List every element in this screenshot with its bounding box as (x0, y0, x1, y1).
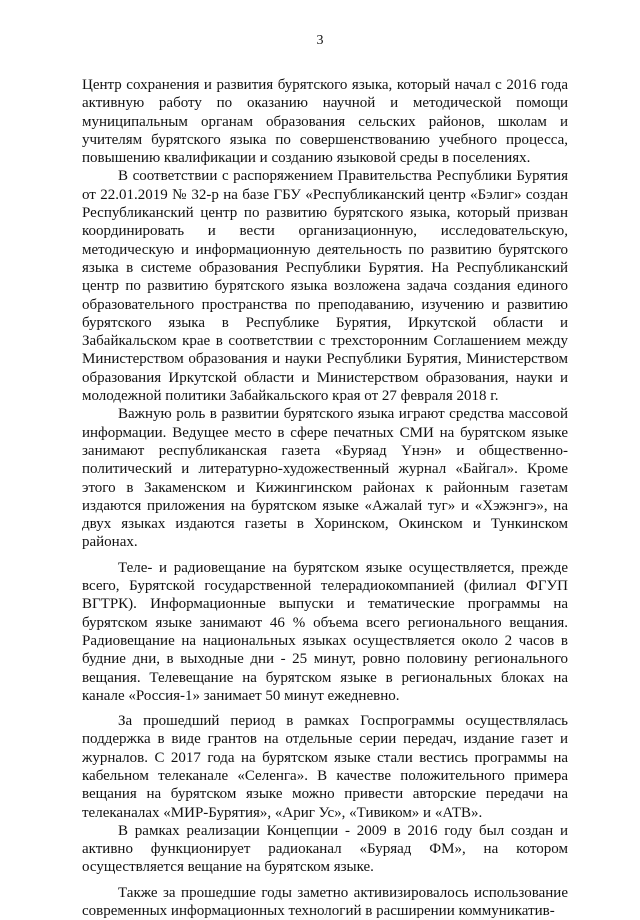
paragraph-language-center: Центр сохранения и развития бурятского языка, который начал с 2016 года активную работу по оказанию научной и методической помощи муниципальным органам образования сельских районов, школам и учителям бурятского языка по совершенствованию учебного процесса, повышению квалификации и созданию языковой среды в поселениях. (82, 77, 568, 167)
paragraph-republican-center: В соответствии с распоряжением Правительства Республики Бурятия от 22.01.2019 № 32-р на базе ГБУ «Республиканский центр «Бэлиг» создан Республиканский центр по развитию бурятского языка, который призван координировать и вести организационную, исследовательскую, методическую и информационную деятельность по развитию бурятского языка в системе образования Республики Бурятия. На Республиканский центр по развитию бурятского языка возложена задача создания единого образовательного пространства по преподаванию, изучению и развитию бурятского языка в Республике Бурятия, Иркутской области и Забайкальском крае в соответствии с трехсторонним Соглашением между Министерством образования и науки Республики Бурятия, Министерством образования Иркутской области и Министерством образования, науки и молодежной политики Забайкальского края от 27 февраля 2018 г. (82, 168, 568, 405)
document-body (82, 76, 568, 920)
paragraph-state-program: За прошедший период в рамках Госпрограммы осуществлялась поддержка в виде грантов на отдельные серии передач, издание газет и журналов. С 2017 года на бурятском языке стали вестись программы на кабельном телеканале «Селенга». В качестве положительного примера вещания на бурятском языке можно привести авторские передачи на телеканалах «МИР-Бурятия», «Ариг Ус», «Тивиком» и «АТВ». (82, 713, 568, 821)
paragraph-radio-channel: В рамках реализации Концепции - 2009 в 2016 году был создан и активно функционирует радиоканал «Буряад ФМ», на котором осуществляется вещание на бурятском языке. (82, 822, 568, 876)
paragraph-mass-media: Важную роль в развитии бурятского языка играют средства массовой информации. Ведущее место в сфере печатных СМИ на бурятском языке занимают республиканская газета «Буряад Үнэн» и общественно-политический и литературно-художественный журнал «Байгал». Кроме этого в Закаменском и Кижингинском районах к районным газетам издаются приложения на бурятском языке «Ажалай туг» и «Хэжэнгэ», на двух языках издаются газеты в Хоринском, Окинском и Тункинском районах. (82, 406, 568, 551)
page-number: 3 (316, 33, 324, 48)
paragraph-tv-radio: Теле- и радиовещание на бурятском языке осуществляется, прежде всего, Бурятской государственной телерадиокомпанией (филиал ФГУП ВГТРК). Информационные выпуски и тематические программы на бурятском языке занимают 46 % объема всего регионального вещания. Радиовещание на национальных языках осуществляется около 2 часов в будние дни, в выходные дни - 25 минут, ровно половину регионального вещания. Телевещание на бурятском языке в региональных блоках на канале «Россия-1» занимает 50 минут ежедневно. (82, 559, 568, 704)
paragraph-information-technologies: Также за прошедшие годы заметно активизировалось использование современных информационных технологий в расширении коммуникатив- (82, 884, 568, 920)
